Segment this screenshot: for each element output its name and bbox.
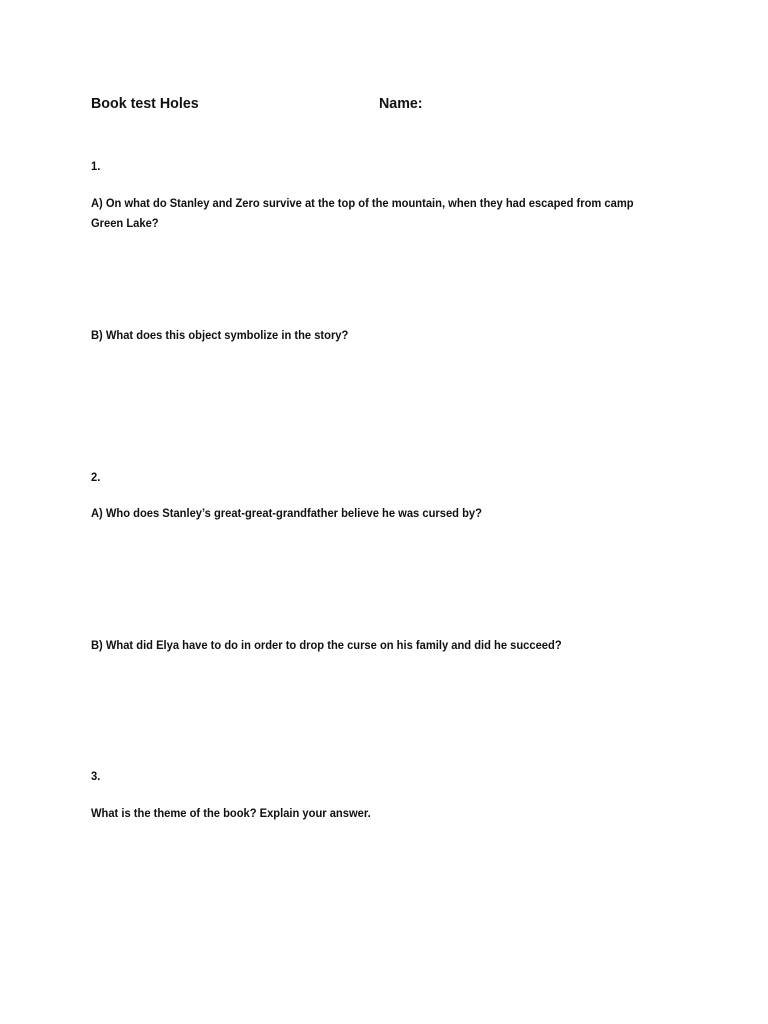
question-2a-text: A) Who does Stanley’s great-great-grandfather believe he was cursed by? (91, 506, 482, 520)
question-2-number: 2. (91, 470, 101, 484)
question-1-number: 1. (91, 159, 101, 173)
question-1b-text: B) What does this object symbolize in the story? (91, 328, 349, 342)
question-3-text: What is the theme of the book? Explain your answer. (91, 806, 371, 820)
question-1a-text: A) On what do Stanley and Zero survive at the top of the mountain, when they had escaped from camp Green Lake? (91, 196, 634, 230)
question-2b-text: B) What did Elya have to do in order to drop the curse on his family and did he succeed? (91, 638, 562, 652)
document-title: Book test Holes (91, 95, 199, 112)
name-label: Name: (379, 95, 423, 112)
question-3-number: 3. (91, 769, 101, 783)
